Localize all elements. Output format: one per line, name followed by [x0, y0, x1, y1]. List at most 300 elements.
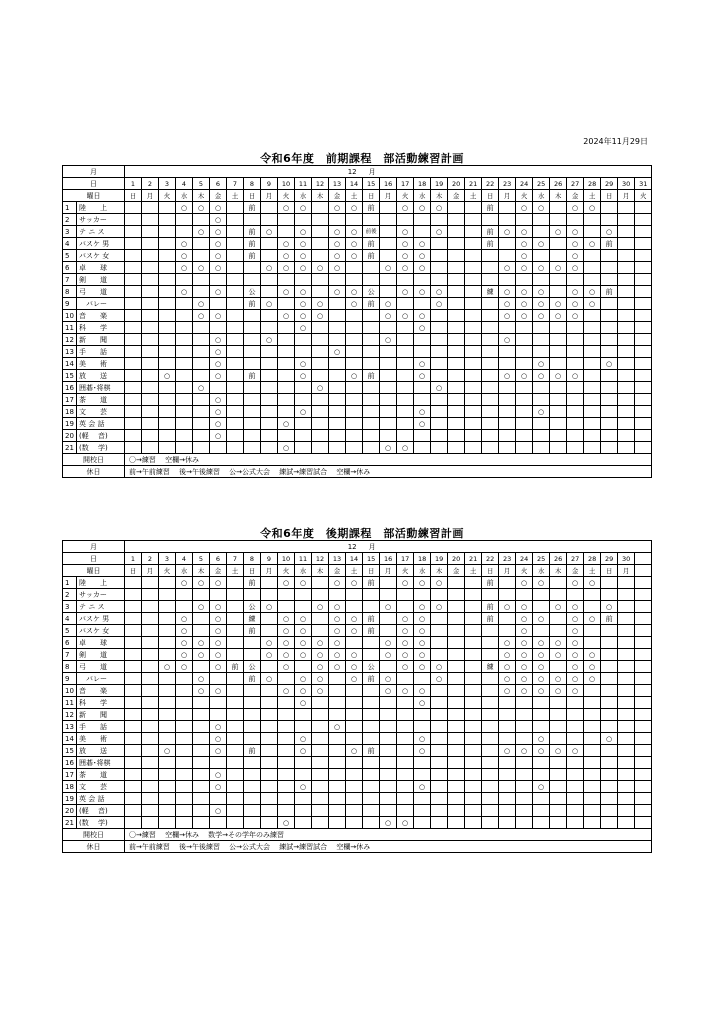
- schedule-cell: [448, 394, 465, 406]
- club-row: [63, 286, 652, 298]
- schedule-cell: [448, 817, 465, 829]
- schedule-cell: [533, 334, 550, 346]
- schedule-cell: ○: [329, 250, 346, 262]
- club-row: [63, 613, 652, 625]
- schedule-cell: [125, 781, 142, 793]
- schedule-cell: [516, 394, 533, 406]
- schedule-cell: [278, 745, 295, 757]
- schedule-cell: [227, 745, 244, 757]
- schedule-cell: [601, 709, 618, 721]
- schedule-cell: ○: [346, 625, 363, 637]
- schedule-cell: ○: [567, 226, 584, 238]
- schedule-cell: [159, 781, 176, 793]
- schedule-cell: [278, 226, 295, 238]
- schedule-cell: [516, 430, 533, 442]
- schedule-cell: [176, 697, 193, 709]
- schedule-cell: [465, 745, 482, 757]
- day-number: 12: [312, 553, 329, 565]
- schedule-cell: [346, 334, 363, 346]
- first-half-title: 令和6年度 前期課程 部活動練習計画: [260, 152, 464, 165]
- schedule-cell: [125, 334, 142, 346]
- schedule-cell: [227, 709, 244, 721]
- schedule-cell: [448, 406, 465, 418]
- club-number: 9: [63, 673, 77, 685]
- schedule-cell: [465, 613, 482, 625]
- schedule-cell: [244, 274, 261, 286]
- schedule-cell: [584, 334, 601, 346]
- schedule-cell: ○: [601, 733, 618, 745]
- schedule-cell: [193, 709, 210, 721]
- schedule-cell: [550, 238, 567, 250]
- schedule-cell: [193, 322, 210, 334]
- day-number: 29: [601, 553, 618, 565]
- schedule-cell: [465, 418, 482, 430]
- schedule-cell: ○: [193, 673, 210, 685]
- schedule-cell: [499, 214, 516, 226]
- schedule-cell: [261, 733, 278, 745]
- schedule-cell: [261, 709, 278, 721]
- schedule-cell: [278, 394, 295, 406]
- schedule-cell: [567, 430, 584, 442]
- schedule-cell: ○: [397, 817, 414, 829]
- weekday-cell: 月: [618, 190, 635, 202]
- schedule-cell: [499, 274, 516, 286]
- weekday-cell: 日: [601, 565, 618, 577]
- schedule-cell: [312, 358, 329, 370]
- schedule-cell: 前: [363, 250, 380, 262]
- schedule-cell: [210, 709, 227, 721]
- schedule-cell: [499, 406, 516, 418]
- schedule-cell: [482, 250, 499, 262]
- schedule-cell: [329, 589, 346, 601]
- schedule-cell: [380, 697, 397, 709]
- day-number: 2: [142, 178, 159, 190]
- club-number: 19: [63, 793, 77, 805]
- schedule-cell: [550, 817, 567, 829]
- schedule-cell: [380, 769, 397, 781]
- club-name: バレー: [77, 298, 125, 310]
- schedule-cell: [414, 817, 431, 829]
- schedule-cell: [329, 298, 346, 310]
- club-number: 12: [63, 709, 77, 721]
- schedule-cell: [227, 214, 244, 226]
- schedule-cell: [601, 262, 618, 274]
- schedule-cell: [448, 649, 465, 661]
- schedule-cell: [414, 805, 431, 817]
- schedule-cell: [550, 442, 567, 454]
- schedule-cell: [482, 370, 499, 382]
- schedule-cell: [380, 394, 397, 406]
- schedule-cell: [125, 226, 142, 238]
- schedule-cell: [601, 793, 618, 805]
- schedule-cell: [465, 430, 482, 442]
- schedule-cell: [329, 757, 346, 769]
- day-label: 日: [63, 553, 125, 565]
- schedule-cell: ○: [261, 649, 278, 661]
- schedule-cell: [312, 733, 329, 745]
- schedule-cell: ○: [329, 286, 346, 298]
- schedule-cell: [601, 298, 618, 310]
- schedule-cell: [261, 577, 278, 589]
- schedule-cell: [278, 370, 295, 382]
- schedule-cell: [635, 685, 652, 697]
- schedule-cell: [618, 625, 635, 637]
- club-row: [63, 322, 652, 334]
- schedule-cell: [380, 202, 397, 214]
- schedule-cell: [482, 214, 499, 226]
- schedule-cell: [176, 442, 193, 454]
- day-number: 6: [210, 178, 227, 190]
- schedule-cell: ○: [516, 226, 533, 238]
- club-name: 陸 上: [77, 202, 125, 214]
- schedule-cell: [142, 745, 159, 757]
- schedule-cell: [176, 346, 193, 358]
- schedule-cell: ○: [516, 625, 533, 637]
- schedule-cell: [261, 310, 278, 322]
- schedule-cell: ○: [278, 661, 295, 673]
- schedule-cell: [346, 769, 363, 781]
- schedule-cell: [312, 721, 329, 733]
- day-number: 24: [516, 553, 533, 565]
- club-row: [63, 442, 652, 454]
- schedule-cell: [278, 382, 295, 394]
- schedule-cell: [448, 625, 465, 637]
- schedule-cell: [618, 613, 635, 625]
- schedule-cell: [142, 322, 159, 334]
- schedule-cell: [244, 310, 261, 322]
- schedule-cell: ○: [380, 649, 397, 661]
- schedule-cell: [380, 358, 397, 370]
- schedule-cell: [499, 709, 516, 721]
- club-name: 音 楽: [77, 310, 125, 322]
- schedule-cell: ○: [397, 649, 414, 661]
- schedule-cell: [227, 697, 244, 709]
- day-number: 25: [533, 178, 550, 190]
- schedule-cell: [482, 322, 499, 334]
- schedule-cell: [516, 346, 533, 358]
- club-name: 音 楽: [77, 685, 125, 697]
- day-number: 14: [346, 553, 363, 565]
- schedule-cell: [567, 709, 584, 721]
- schedule-cell: [193, 769, 210, 781]
- schedule-cell: [142, 805, 159, 817]
- schedule-cell: [261, 418, 278, 430]
- schedule-cell: [193, 721, 210, 733]
- schedule-cell: [516, 334, 533, 346]
- schedule-cell: 前後: [363, 226, 380, 238]
- schedule-cell: ○: [278, 202, 295, 214]
- legend-text-holiday: 前→午前練習 後→午後練習 公→公式大会 練試→練習試合 空欄→休み: [125, 466, 652, 478]
- schedule-cell: [346, 685, 363, 697]
- schedule-cell: ○: [499, 661, 516, 673]
- weekday-cell: 土: [227, 190, 244, 202]
- schedule-cell: [380, 781, 397, 793]
- schedule-cell: [584, 781, 601, 793]
- schedule-cell: ○: [414, 250, 431, 262]
- schedule-cell: [397, 430, 414, 442]
- schedule-cell: [142, 202, 159, 214]
- schedule-cell: ○: [312, 298, 329, 310]
- day-number: 12: [312, 178, 329, 190]
- schedule-cell: [227, 274, 244, 286]
- schedule-cell: ○: [312, 262, 329, 274]
- schedule-cell: [635, 430, 652, 442]
- schedule-cell: [363, 793, 380, 805]
- schedule-cell: [227, 238, 244, 250]
- schedule-cell: [618, 577, 635, 589]
- schedule-cell: ○: [397, 238, 414, 250]
- schedule-cell: [346, 214, 363, 226]
- schedule-cell: [227, 358, 244, 370]
- schedule-cell: [465, 601, 482, 613]
- schedule-cell: [567, 418, 584, 430]
- schedule-cell: 前: [244, 370, 261, 382]
- schedule-cell: ○: [550, 649, 567, 661]
- schedule-cell: [159, 406, 176, 418]
- schedule-cell: ○: [584, 649, 601, 661]
- schedule-cell: [584, 442, 601, 454]
- club-row: [63, 226, 652, 238]
- schedule-cell: [380, 757, 397, 769]
- schedule-cell: [465, 733, 482, 745]
- schedule-cell: [635, 202, 652, 214]
- schedule-cell: ○: [567, 298, 584, 310]
- day-row: [63, 553, 652, 565]
- weekday-cell: 金: [448, 565, 465, 577]
- day-number: 6: [210, 553, 227, 565]
- club-row: [63, 601, 652, 613]
- schedule-cell: ○: [397, 625, 414, 637]
- schedule-cell: [227, 733, 244, 745]
- schedule-cell: ○: [278, 418, 295, 430]
- schedule-cell: [397, 769, 414, 781]
- schedule-cell: ○: [278, 649, 295, 661]
- weekday-cell: 月: [261, 565, 278, 577]
- schedule-cell: [618, 226, 635, 238]
- schedule-cell: [261, 697, 278, 709]
- schedule-cell: [499, 382, 516, 394]
- schedule-cell: [142, 661, 159, 673]
- schedule-cell: ○: [533, 637, 550, 649]
- schedule-cell: [516, 817, 533, 829]
- club-name: バスケ 女: [77, 625, 125, 637]
- schedule-cell: ○: [584, 661, 601, 673]
- schedule-cell: [193, 817, 210, 829]
- schedule-cell: [125, 286, 142, 298]
- schedule-cell: [244, 805, 261, 817]
- schedule-cell: [210, 589, 227, 601]
- schedule-cell: ○: [499, 286, 516, 298]
- schedule-cell: 前: [363, 745, 380, 757]
- day-number: 16: [380, 178, 397, 190]
- schedule-cell: [601, 781, 618, 793]
- schedule-cell: [618, 202, 635, 214]
- schedule-cell: [635, 214, 652, 226]
- schedule-cell: [380, 661, 397, 673]
- schedule-cell: ○: [533, 298, 550, 310]
- schedule-cell: [414, 442, 431, 454]
- club-number: 7: [63, 649, 77, 661]
- schedule-cell: [244, 709, 261, 721]
- schedule-cell: [363, 805, 380, 817]
- schedule-cell: [363, 685, 380, 697]
- schedule-cell: [125, 661, 142, 673]
- schedule-cell: [346, 637, 363, 649]
- schedule-cell: ○: [210, 805, 227, 817]
- schedule-cell: ○: [380, 673, 397, 685]
- schedule-cell: [448, 733, 465, 745]
- schedule-cell: [499, 322, 516, 334]
- schedule-cell: [244, 721, 261, 733]
- schedule-cell: [380, 625, 397, 637]
- schedule-cell: ○: [380, 601, 397, 613]
- schedule-cell: [193, 370, 210, 382]
- schedule-cell: [227, 673, 244, 685]
- schedule-cell: [193, 805, 210, 817]
- schedule-cell: 前: [601, 286, 618, 298]
- first-half-schedule-table: [62, 165, 652, 478]
- schedule-cell: [635, 601, 652, 613]
- schedule-cell: [312, 781, 329, 793]
- schedule-cell: 前: [363, 370, 380, 382]
- schedule-cell: [176, 769, 193, 781]
- weekday-cell: 日: [601, 190, 618, 202]
- weekday-cell: 土: [346, 190, 363, 202]
- schedule-cell: [244, 649, 261, 661]
- schedule-cell: [601, 418, 618, 430]
- schedule-cell: [431, 322, 448, 334]
- schedule-cell: ○: [159, 745, 176, 757]
- schedule-cell: [244, 358, 261, 370]
- schedule-cell: [618, 817, 635, 829]
- schedule-cell: [312, 577, 329, 589]
- schedule-cell: [159, 262, 176, 274]
- schedule-cell: [533, 589, 550, 601]
- schedule-cell: [193, 733, 210, 745]
- schedule-cell: ○: [550, 298, 567, 310]
- schedule-cell: [380, 226, 397, 238]
- schedule-cell: 前: [363, 673, 380, 685]
- schedule-cell: [176, 430, 193, 442]
- schedule-cell: [295, 661, 312, 673]
- schedule-cell: [363, 322, 380, 334]
- schedule-cell: [278, 298, 295, 310]
- schedule-cell: [431, 442, 448, 454]
- schedule-cell: ○: [414, 685, 431, 697]
- schedule-cell: [346, 601, 363, 613]
- schedule-cell: [312, 202, 329, 214]
- schedule-cell: ○: [295, 637, 312, 649]
- schedule-cell: ○: [278, 685, 295, 697]
- schedule-cell: [210, 274, 227, 286]
- schedule-cell: [295, 817, 312, 829]
- schedule-cell: [465, 577, 482, 589]
- schedule-cell: [380, 238, 397, 250]
- schedule-cell: [499, 418, 516, 430]
- club-name: 弓 道: [77, 661, 125, 673]
- club-number: 15: [63, 370, 77, 382]
- schedule-cell: [448, 334, 465, 346]
- schedule-cell: [431, 757, 448, 769]
- day-number: 16: [380, 553, 397, 565]
- schedule-cell: [312, 214, 329, 226]
- schedule-cell: [635, 661, 652, 673]
- schedule-cell: [618, 745, 635, 757]
- schedule-cell: [363, 601, 380, 613]
- schedule-cell: [448, 745, 465, 757]
- schedule-cell: [142, 577, 159, 589]
- schedule-cell: ○: [193, 262, 210, 274]
- schedule-cell: ○: [193, 577, 210, 589]
- schedule-cell: [142, 637, 159, 649]
- schedule-cell: [601, 370, 618, 382]
- weekday-cell: 土: [346, 565, 363, 577]
- schedule-cell: [363, 589, 380, 601]
- schedule-cell: [159, 274, 176, 286]
- schedule-cell: ○: [533, 745, 550, 757]
- schedule-cell: [601, 442, 618, 454]
- schedule-cell: [499, 589, 516, 601]
- schedule-cell: ○: [193, 649, 210, 661]
- schedule-cell: [142, 406, 159, 418]
- document-date: 2024年11月29日: [583, 137, 648, 146]
- schedule-cell: [227, 817, 244, 829]
- schedule-cell: ○: [414, 310, 431, 322]
- club-row: [63, 358, 652, 370]
- schedule-cell: [176, 733, 193, 745]
- schedule-cell: [618, 298, 635, 310]
- schedule-cell: [635, 442, 652, 454]
- schedule-cell: ○: [550, 226, 567, 238]
- schedule-cell: [176, 298, 193, 310]
- schedule-cell: [227, 382, 244, 394]
- second-half-schedule-table: [62, 540, 652, 853]
- schedule-cell: [363, 442, 380, 454]
- schedule-cell: [516, 382, 533, 394]
- schedule-cell: ○: [397, 613, 414, 625]
- schedule-cell: [482, 769, 499, 781]
- schedule-cell: ○: [193, 226, 210, 238]
- schedule-cell: [397, 382, 414, 394]
- club-row: [63, 805, 652, 817]
- schedule-cell: [397, 721, 414, 733]
- schedule-cell: [584, 697, 601, 709]
- schedule-cell: 前: [482, 226, 499, 238]
- schedule-cell: [635, 226, 652, 238]
- schedule-cell: [448, 202, 465, 214]
- weekday-row: [63, 565, 652, 577]
- weekday-cell: 木: [312, 190, 329, 202]
- schedule-cell: [431, 793, 448, 805]
- schedule-cell: ○: [380, 442, 397, 454]
- schedule-cell: ○: [533, 406, 550, 418]
- day-number: 26: [550, 178, 567, 190]
- club-name: (軽 音): [77, 430, 125, 442]
- club-number: 11: [63, 697, 77, 709]
- schedule-cell: [125, 382, 142, 394]
- schedule-cell: [363, 757, 380, 769]
- schedule-cell: [125, 274, 142, 286]
- schedule-cell: ○: [176, 649, 193, 661]
- schedule-cell: [346, 733, 363, 745]
- club-name: 剣 道: [77, 274, 125, 286]
- schedule-cell: [482, 649, 499, 661]
- schedule-cell: ○: [176, 238, 193, 250]
- weekday-cell: 木: [193, 190, 210, 202]
- schedule-cell: ○: [295, 358, 312, 370]
- schedule-cell: [125, 625, 142, 637]
- schedule-cell: [125, 250, 142, 262]
